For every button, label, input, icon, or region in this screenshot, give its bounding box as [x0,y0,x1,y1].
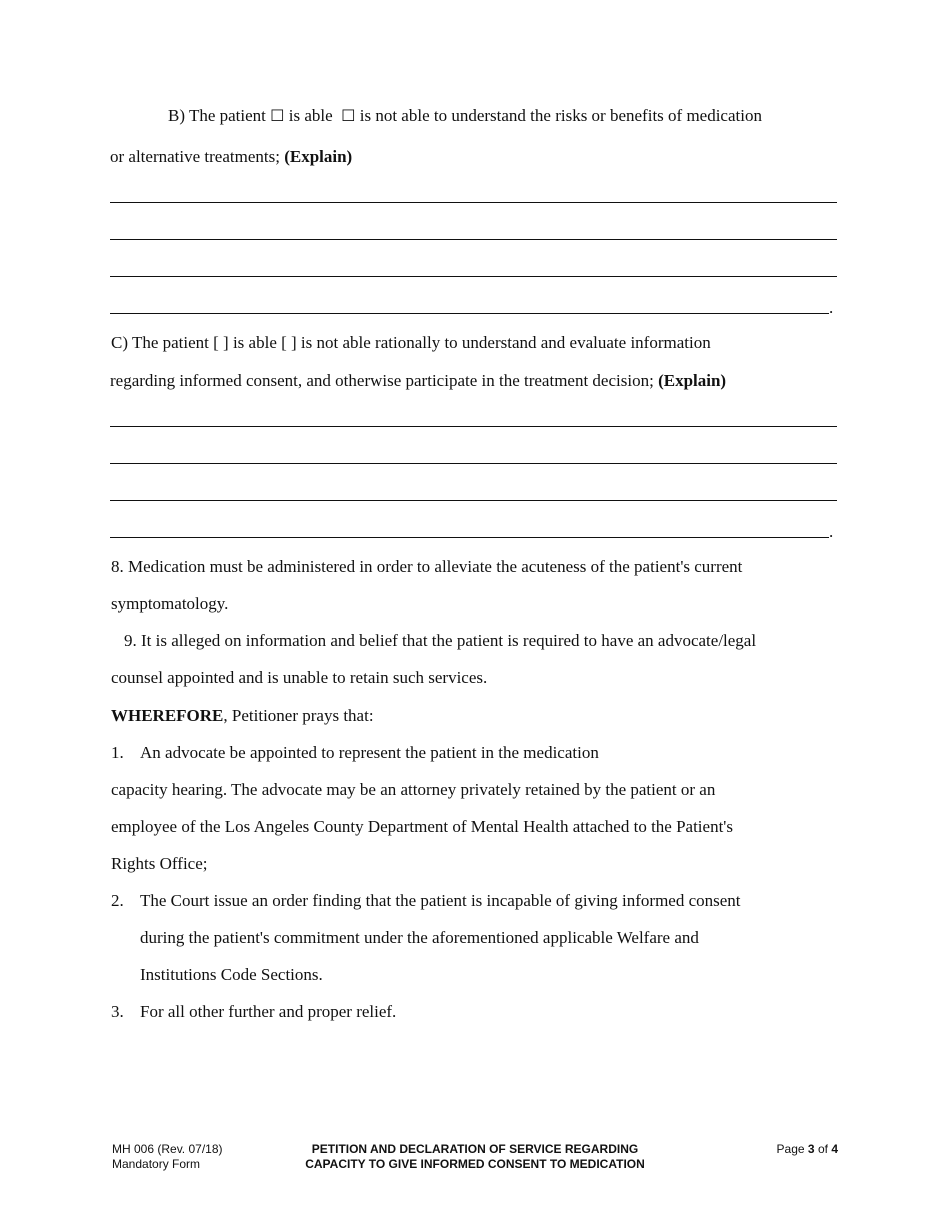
prayer-1-line1: An advocate be appointed to represent the patient in the medication [140,743,599,762]
section-b-lead: B) The patient [168,106,266,125]
footer-title [270,1142,680,1172]
section-b-text: or alternative treatments; [110,147,280,166]
not-able-label: is not able to understand the risks or benefits of medication [359,106,762,125]
wherefore-rest: , Petitioner prays that: [223,706,374,725]
page-indicator [777,1142,838,1157]
explain-c-line-2[interactable] [110,463,837,464]
page-number: 3 [807,1142,815,1156]
explain-b-line-3[interactable] [110,276,837,277]
prayer-2-line1: The Court issue an order finding that the patient is incapable of giving informed consent [140,891,741,910]
prayer-2-line3: Institutions Code Sections. [140,965,323,984]
prayer-1-line2: capacity hearing. The advocate may be an attorney privately retained by the patient or an [111,780,716,799]
not-able-checkbox[interactable]: ☐ [341,106,356,125]
item8-line2: symptomatology. [111,594,229,613]
wherefore-heading [111,706,374,726]
able-checkbox[interactable]: ☐ [270,106,285,125]
explain-c-line-4[interactable] [110,537,829,538]
explain-b-line-2[interactable] [110,239,837,240]
prayer-1-number: 1. [111,743,124,762]
explain-b-period: . [829,298,834,317]
explain-b-line-1[interactable] [110,202,837,203]
prayer-3-number: 3. [111,1002,124,1021]
explain-b-line-4[interactable] [110,313,829,314]
of-word: of [817,1142,828,1156]
form-type: Mandatory Form [112,1157,201,1171]
wherefore-bold: WHEREFORE [111,706,224,725]
section-c-line1: C) The patient [ ] is able [ ] is not able rationally to understand and evaluate information [111,333,711,352]
item9-line1: 9. It is alleged on information and belief that the patient is required to have an advocate/legal [124,631,757,650]
prayer-1-line3: employee of the Los Angeles County Department of Mental Health attached to the Patient's [111,817,733,836]
section-b-line1 [168,106,762,126]
explain-c-line-3[interactable] [110,500,837,501]
footer-title-line2: CAPACITY TO GIVE INFORMED CONSENT TO MEDICATION [305,1157,645,1171]
footer-form-info [112,1142,223,1172]
prayer-3-line1: For all other further and proper relief. [140,1002,397,1021]
explain-c-line-1[interactable] [110,426,837,427]
page-word: Page [776,1142,805,1156]
explain-c-period: . [829,522,834,541]
able-label: is able [288,106,333,125]
section-c-explain: (Explain) [658,371,727,390]
form-number: MH 006 (Rev. 07/18) [112,1142,223,1156]
item8-line1: 8. Medication must be administered in order to alleviate the acuteness of the patient's current [111,557,743,576]
section-b-line2 [110,147,352,167]
item9-line2: counsel appointed and is unable to retain such services. [111,668,488,687]
prayer-1-line4: Rights Office; [111,854,208,873]
section-c-text: regarding informed consent, and otherwise participate in the treatment decision; [110,371,654,390]
section-c-line2 [110,371,726,391]
prayer-2-line2: during the patient's commitment under the aforementioned applicable Welfare and [140,928,699,947]
footer-title-line1: PETITION AND DECLARATION OF SERVICE REGARDING [311,1142,639,1156]
prayer-2-number: 2. [111,891,124,910]
section-b-explain: (Explain) [284,147,353,166]
page-total: 4 [831,1142,838,1156]
